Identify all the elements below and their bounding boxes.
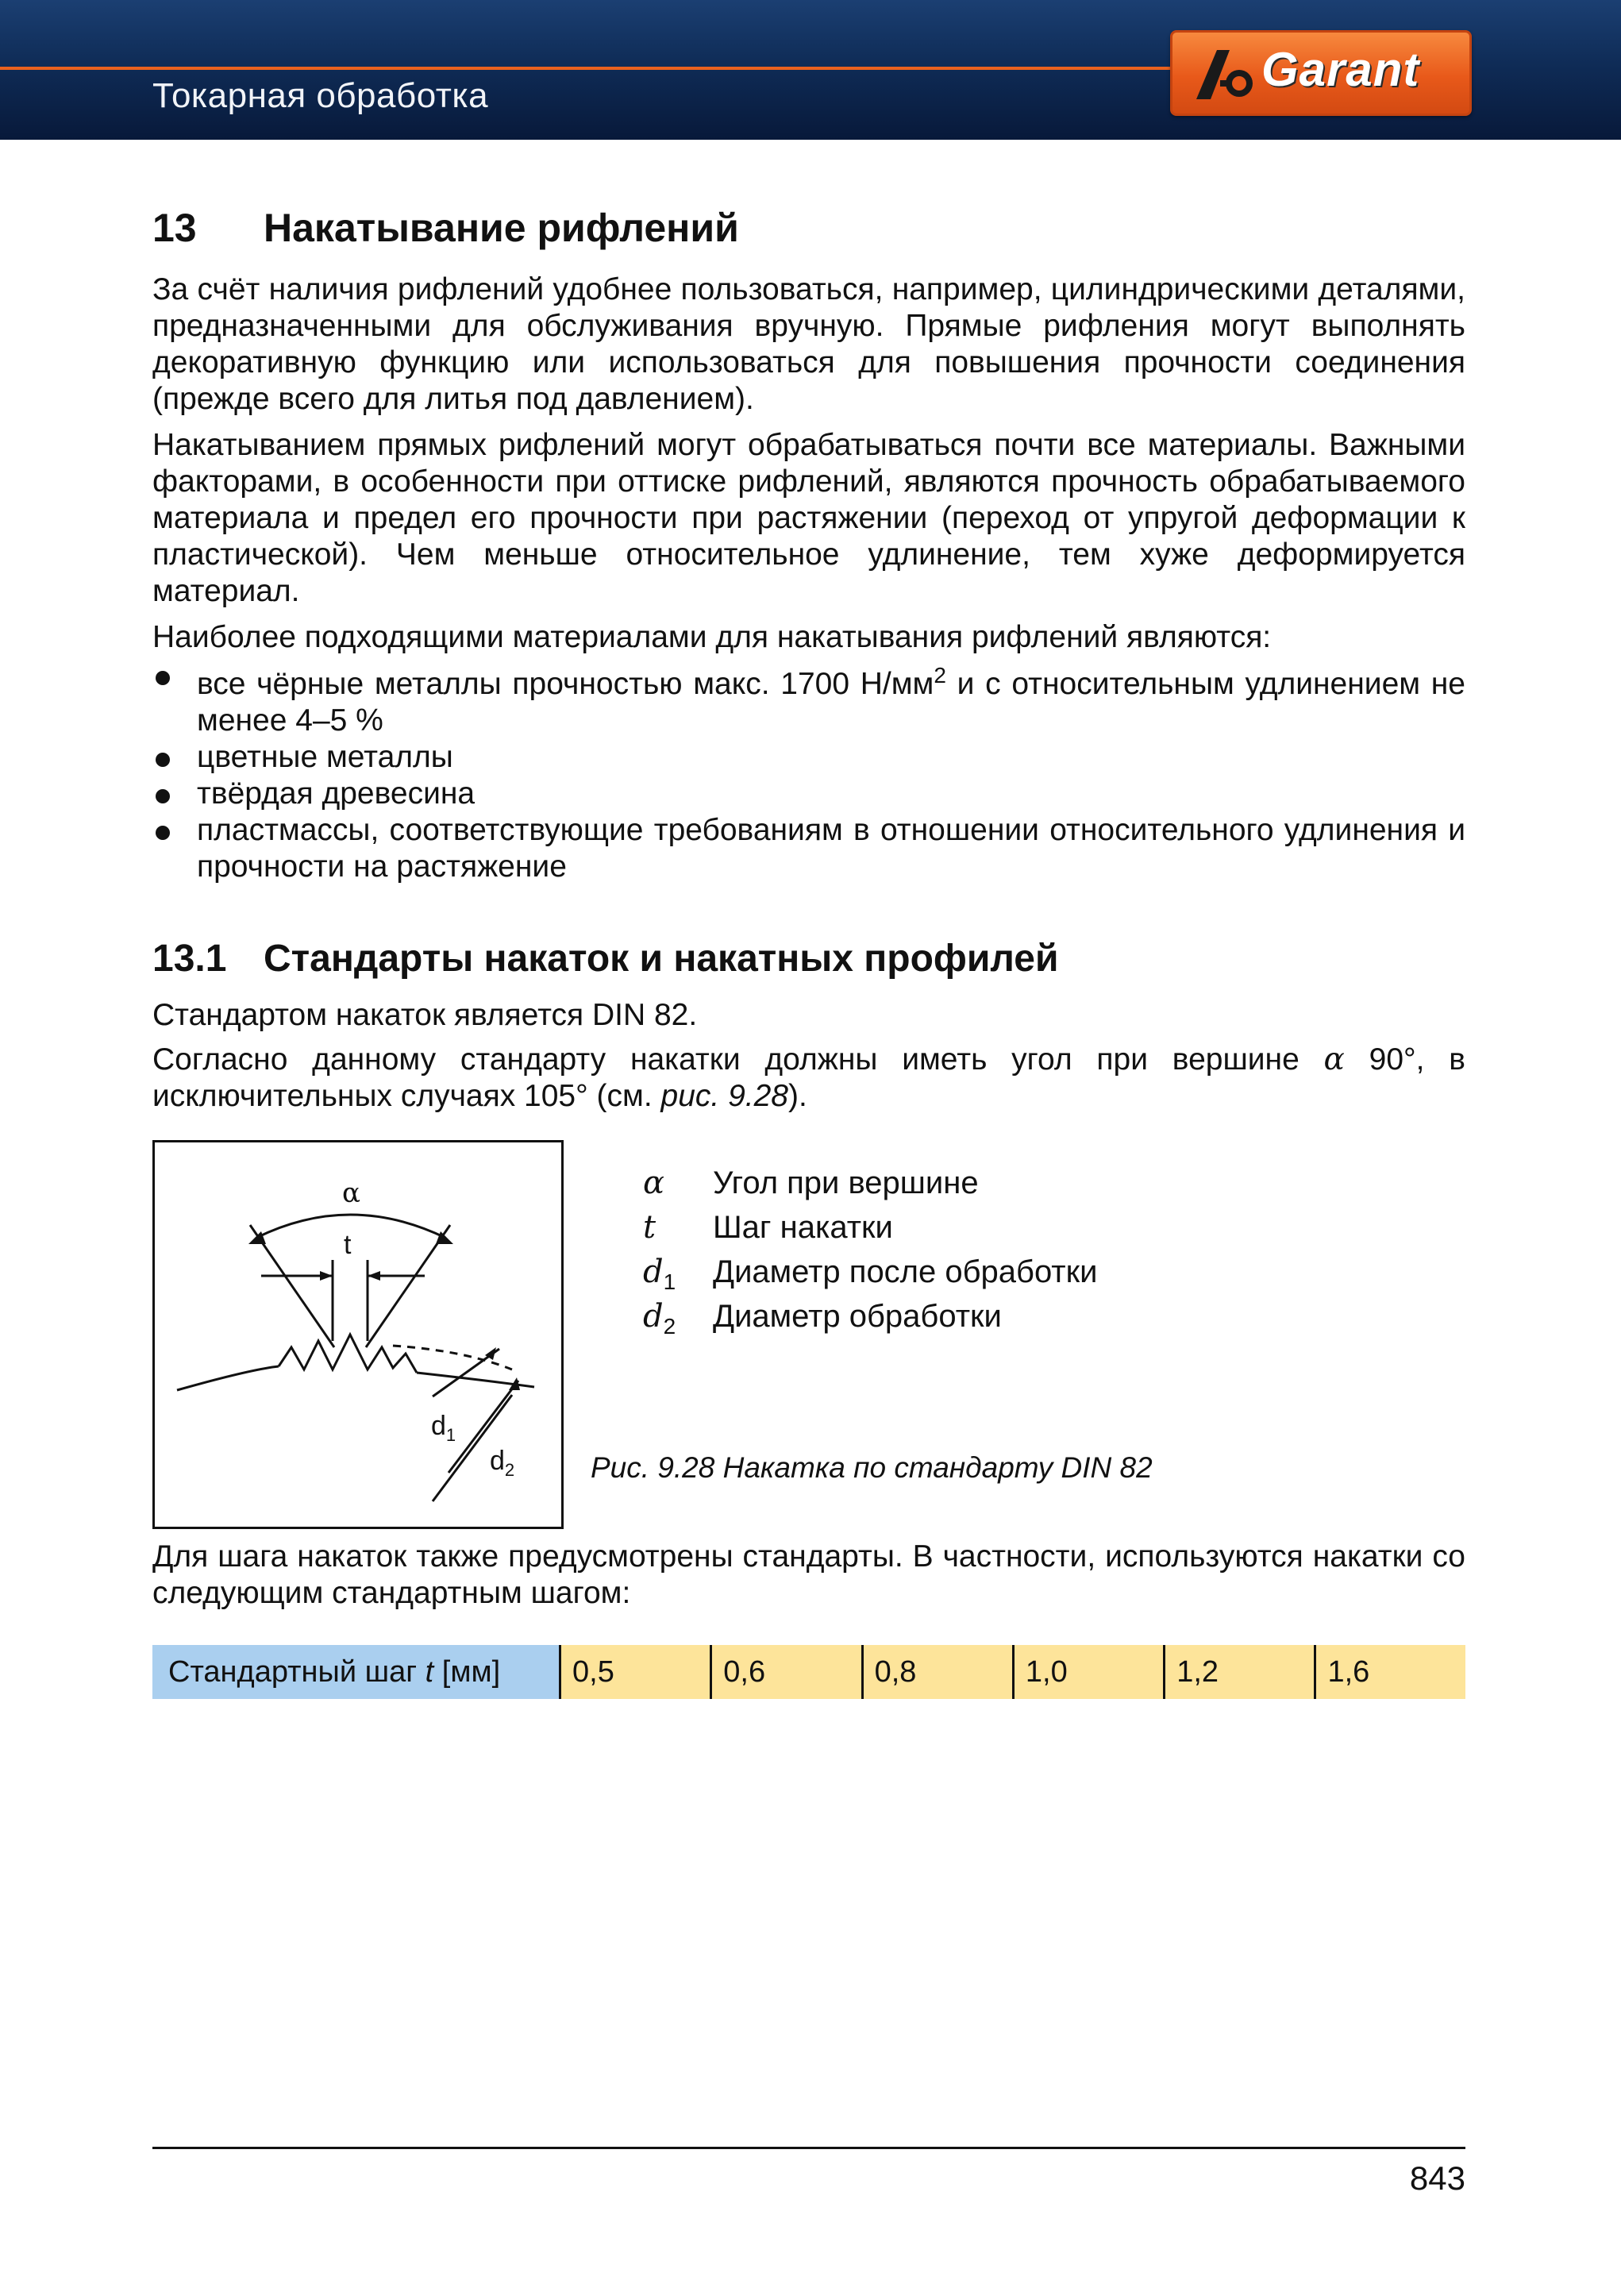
- superscript: 2: [934, 663, 946, 688]
- paragraph-2: Накатыванием прямых рифлений могут обрабатываться почти все материалы. Важными факторами, в особенности при оттиске рифлений, являются прочность обрабатываемого материала и предел его прочности при растяжении (переход от упругой деформации к пластической). Чем меньше относительное удлинение, тем хуже деформируется материал.: [152, 428, 1465, 608]
- footer-divider: [152, 2147, 1465, 2149]
- materials-list: [152, 657, 1465, 885]
- garant-logo: [1170, 30, 1472, 116]
- list-item: все чёрные металлы прочностью макс. 1700 $Н/мм^2$ и с относительным удлинением не менее 4–5 %: [152, 657, 1465, 739]
- legend-text: Диаметр после обработки: [713, 1254, 1098, 1289]
- paragraph-standard: Стандартом накаток является DIN 82.: [152, 998, 698, 1032]
- header-accent-line: [0, 67, 1175, 70]
- legend-symbol: α: [643, 1165, 665, 1201]
- pitch-table: [152, 1645, 1465, 1699]
- list-item: пластмассы, соответствующие требованиям в отношении относительного удлинения и прочности на растяжение: [152, 812, 1465, 885]
- bullet-icon: [156, 789, 170, 803]
- bullet-icon: [156, 671, 170, 685]
- garant-logo-icon: [1193, 44, 1263, 104]
- pitch-label: t: [344, 1230, 352, 1260]
- paragraph-3: Наиболее подходящими материалами для накатывания рифлений являются:: [152, 620, 1272, 654]
- figure-reference: рис. 9.28: [660, 1079, 788, 1113]
- section-number: 13: [152, 206, 197, 250]
- legend-symbol: $d_2$: [643, 1298, 676, 1339]
- bullet-icon: [156, 826, 170, 840]
- legend-text: Угол при вершине: [713, 1165, 979, 1200]
- alpha-label: α: [342, 1177, 360, 1209]
- alpha-symbol: α: [1323, 1042, 1345, 1077]
- legend-text: Шаг накатки: [713, 1210, 893, 1245]
- table-cell: 1,0: [1012, 1645, 1163, 1699]
- table-cell: 0,5: [559, 1645, 710, 1699]
- section-title: Накатывание рифлений: [264, 206, 739, 250]
- table-cell: 1,2: [1163, 1645, 1314, 1699]
- legend-text: Диаметр обработки: [713, 1299, 1002, 1334]
- page-header: [0, 0, 1621, 140]
- page-number: 843: [1409, 2159, 1465, 2197]
- paragraph-angle: Согласно данному стандарту накатки должны иметь угол при вершине α 90°, в исключительных случаях 105° (см. рис. 9.28).: [152, 1042, 1465, 1113]
- d1-label: $d_1$: [431, 1411, 456, 1445]
- legend-symbol: t: [643, 1209, 656, 1246]
- figure-caption: Рис. 9.28 Накатка по стандарту DIN 82: [591, 1451, 1153, 1484]
- paragraph-1: За счёт наличия рифлений удобнее пользоваться, например, цилиндрическими деталями, предназначенными для обслуживания вручную. Прямые рифления могут выполнять декоративную функцию или использоваться для повышения прочности соединения (прежде всего для литья под давлением).: [152, 272, 1465, 416]
- paragraph-pitch: Для шага накаток также предусмотрены стандарты. В частности, используются накатки со следующим стандартным шагом:: [152, 1539, 1465, 1610]
- header-title: Токарная обработка: [152, 76, 489, 115]
- list-item: твёрдая древесина: [152, 776, 1465, 812]
- logo-text: Garant: [1261, 43, 1420, 96]
- bullet-icon: [156, 753, 170, 767]
- list-item: цветные металлы: [152, 739, 1465, 776]
- table-cell: 0,8: [861, 1645, 1012, 1699]
- knurl-figure: [152, 1140, 564, 1529]
- subsection-heading: [152, 937, 1058, 980]
- subsection-number: 13.1: [152, 938, 227, 980]
- table-cell: 1,6: [1314, 1645, 1465, 1699]
- d2-label: $d_2$: [490, 1446, 515, 1480]
- legend-symbol: $d_1$: [643, 1254, 676, 1294]
- subsection-title: Стандарты накаток и накатных профилей: [264, 938, 1059, 980]
- table-header-cell: Стандартный шаг t [мм]: [152, 1645, 559, 1699]
- table-cell: 0,6: [710, 1645, 861, 1699]
- section-heading: [152, 205, 739, 251]
